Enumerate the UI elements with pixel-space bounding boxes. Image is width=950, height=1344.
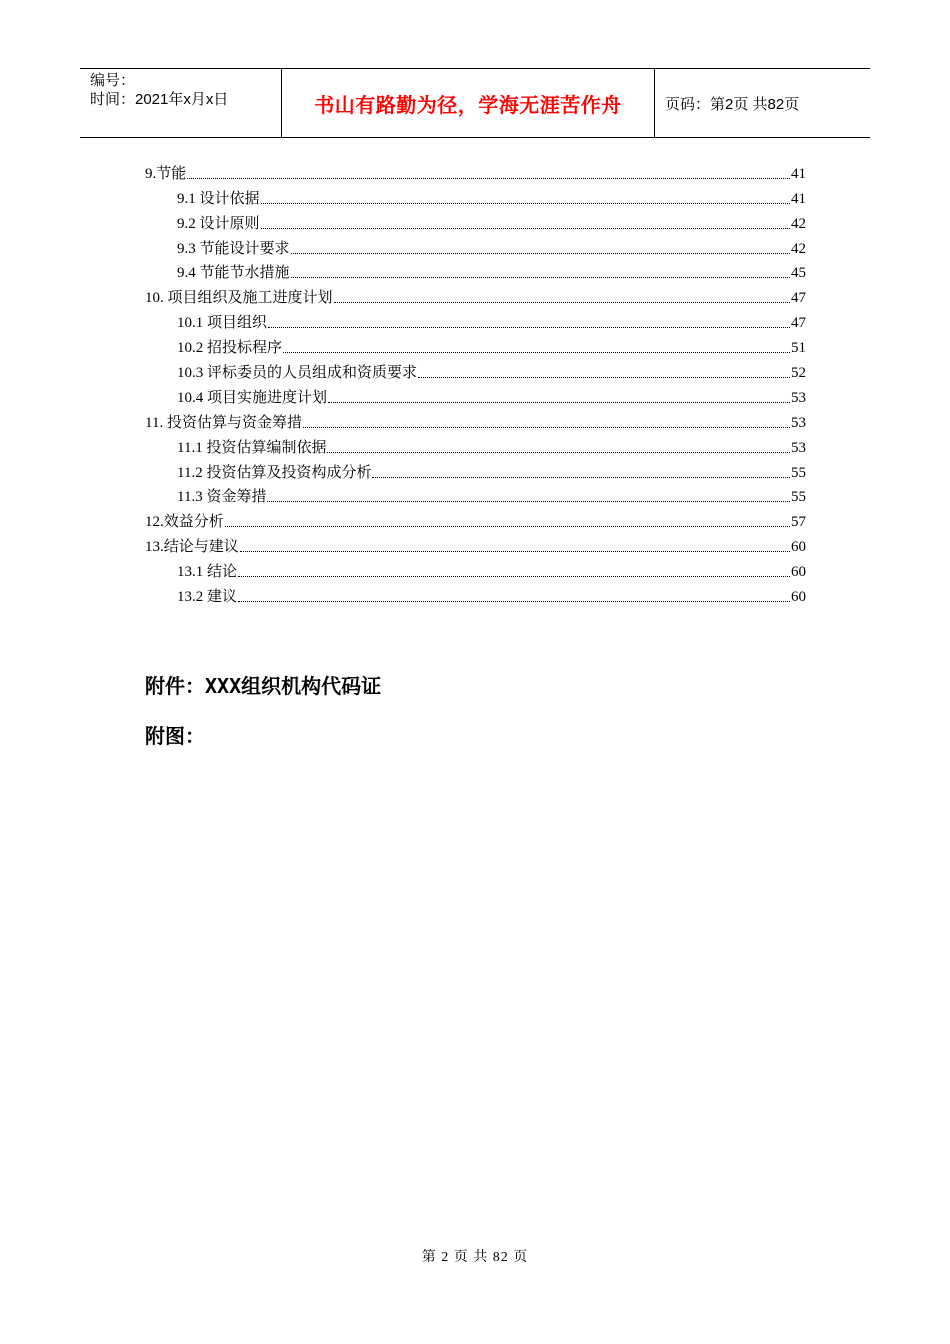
toc-entry-title: 10.3 评标委员的人员组成和资质要求	[177, 365, 418, 382]
toc-entry-page: 47	[791, 315, 806, 332]
toc-entry-page: 53	[791, 389, 806, 406]
toc-entry-title: 9.2 设计原则	[177, 215, 260, 232]
toc-entry-page: 60	[791, 539, 806, 556]
toc-leader-dots	[372, 476, 790, 478]
toc-leader-dots	[261, 227, 790, 229]
toc-entry-title: 12.效益分析	[145, 514, 224, 531]
toc-entry-title: 10.2 招投标程序	[177, 340, 283, 357]
toc-entry[interactable]	[145, 159, 806, 184]
page-footer: 第 2 页 共 82 页	[421, 1250, 529, 1265]
toc-leader-dots	[303, 426, 790, 428]
toc-leader-dots	[238, 575, 790, 577]
toc-entry-title: 11. 投资估算与资金筹措	[145, 414, 302, 431]
toc-entry[interactable]	[145, 483, 806, 508]
toc-leader-dots	[291, 276, 790, 278]
document-date-label: 时间：2021年x月x日	[90, 91, 229, 108]
toc-entry-page: 45	[791, 265, 806, 282]
header-motto-cell	[282, 69, 655, 137]
toc-entry-title: 10.4 项目实施进度计划	[177, 389, 328, 406]
toc-leader-dots	[283, 351, 790, 353]
page-header	[80, 68, 870, 138]
header-motto: 书山有路勤为径，学海无涯苦作舟	[314, 92, 622, 117]
toc-entry-page: 42	[791, 215, 806, 232]
toc-entry[interactable]	[145, 408, 806, 433]
document-number-label: 编号：	[90, 72, 136, 89]
toc-entry-page: 57	[791, 514, 806, 531]
attachment-heading: 附件：XXX组织机构代码证	[145, 674, 382, 698]
toc-entry[interactable]	[145, 333, 806, 358]
toc-entry-title: 11.3 资金筹措	[177, 489, 267, 506]
toc-entry-title: 13.2 建议	[177, 589, 238, 606]
toc-leader-dots	[268, 326, 790, 328]
toc-leader-dots	[327, 451, 790, 453]
toc-entry[interactable]	[145, 383, 806, 408]
toc-entry-page: 60	[791, 589, 806, 606]
toc-leader-dots	[267, 500, 790, 502]
toc-entry-page: 42	[791, 240, 806, 257]
toc-entry-title: 13.1 结论	[177, 564, 238, 581]
toc-entry-title: 9.节能	[145, 165, 187, 182]
toc-entry[interactable]	[145, 582, 806, 607]
toc-leader-dots	[291, 252, 790, 254]
toc-entry[interactable]	[145, 532, 806, 557]
toc-entry-page: 53	[791, 439, 806, 456]
toc-entry-title: 10. 项目组织及施工进度计划	[145, 290, 333, 307]
toc-entry[interactable]	[145, 458, 806, 483]
toc-entry-page: 47	[791, 290, 806, 307]
toc-entry[interactable]	[145, 259, 806, 284]
toc-entry-title: 11.1 投资估算编制依据	[177, 439, 327, 456]
toc-entry-page: 55	[791, 489, 806, 506]
toc-entry-title: 9.4 节能节水措施	[177, 265, 290, 282]
toc-entry-page: 60	[791, 564, 806, 581]
toc-leader-dots	[418, 376, 790, 378]
toc-leader-dots	[187, 177, 790, 179]
toc-entry-title: 10.1 项目组织	[177, 315, 268, 332]
toc-entry-title: 9.3 节能设计要求	[177, 240, 290, 257]
header-page-info: 页码：第2页 共82页	[665, 95, 800, 113]
header-info-cell	[80, 69, 282, 137]
toc-entry[interactable]	[145, 234, 806, 259]
toc-leader-dots	[238, 600, 790, 602]
toc-entry-title: 11.2 投资估算及投资构成分析	[177, 464, 372, 481]
toc-leader-dots	[225, 525, 790, 527]
toc-entry[interactable]	[145, 209, 806, 234]
toc-entry[interactable]	[145, 557, 806, 582]
toc-entry[interactable]	[145, 507, 806, 532]
toc-leader-dots	[240, 550, 790, 552]
toc-entry[interactable]	[145, 358, 806, 383]
toc-leader-dots	[328, 401, 790, 403]
toc-entry-page: 51	[791, 340, 806, 357]
toc-entry[interactable]	[145, 308, 806, 333]
figures-heading: 附图：	[145, 724, 205, 748]
toc-leader-dots	[334, 301, 790, 303]
toc-leader-dots	[261, 202, 790, 204]
toc-entry-page: 55	[791, 464, 806, 481]
toc-entry-page: 41	[791, 190, 806, 207]
toc-entry-page: 53	[791, 414, 806, 431]
toc-entry-page: 52	[791, 365, 806, 382]
toc-entry-page: 41	[791, 165, 806, 182]
toc-entry[interactable]	[145, 283, 806, 308]
toc-entry[interactable]	[145, 184, 806, 209]
toc-entry-title: 9.1 设计依据	[177, 190, 260, 207]
toc-entry[interactable]	[145, 433, 806, 458]
toc-entry-title: 13.结论与建议	[145, 539, 239, 556]
table-of-contents	[145, 159, 806, 607]
